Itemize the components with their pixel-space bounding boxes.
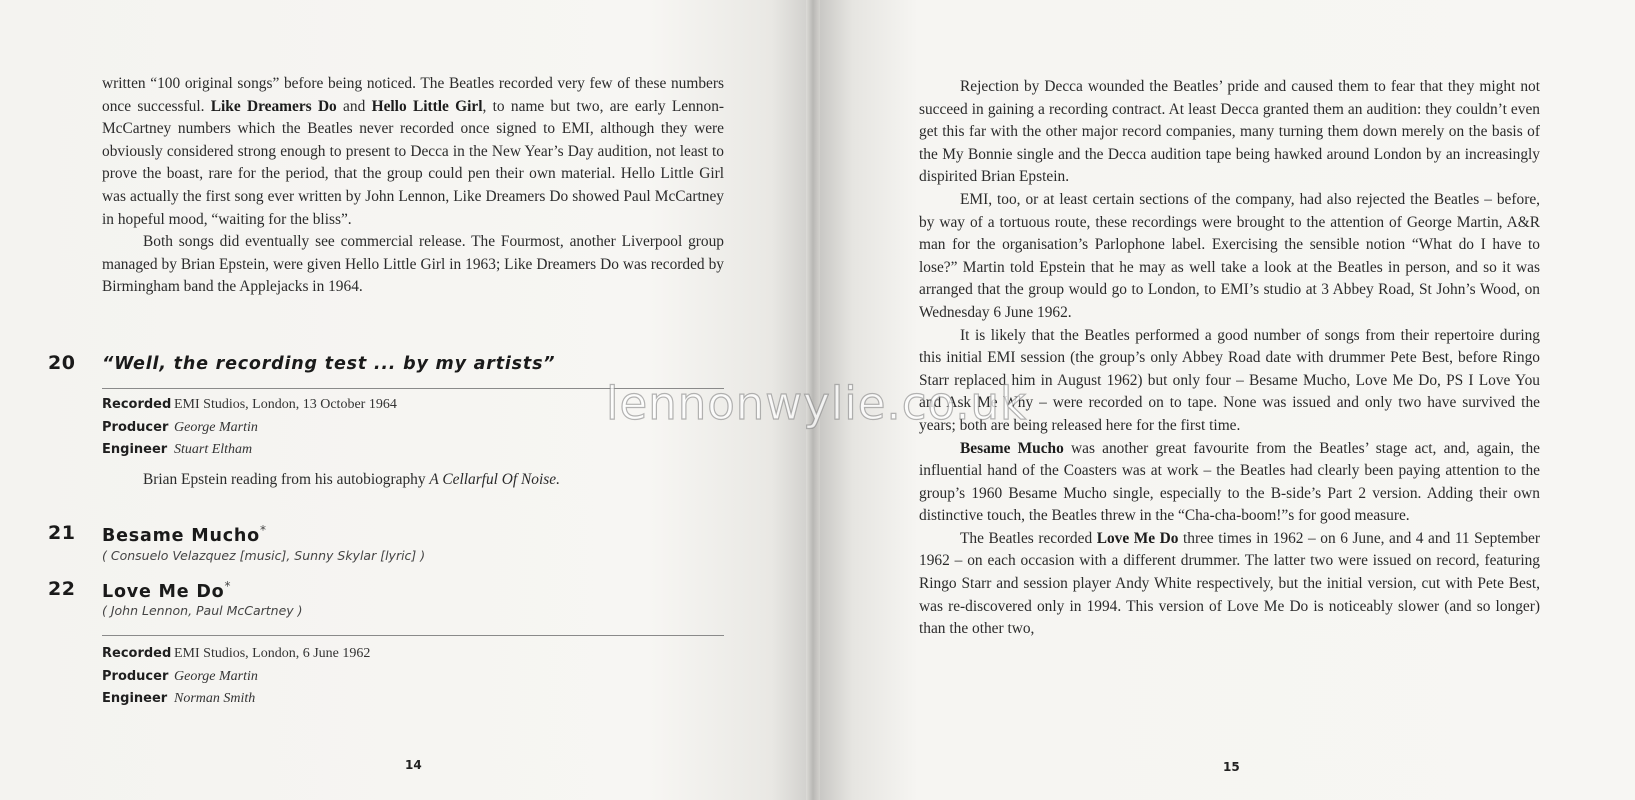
note-text: Brian Epstein reading from his autobiography — [143, 471, 430, 488]
engineer-value: Stuart Eltham — [174, 442, 253, 457]
engineer-label: Engineer — [102, 442, 168, 457]
page-number-left: 14 — [405, 758, 422, 772]
note-book-title: A Cellarful Of Noise. — [429, 471, 560, 488]
page-number-right: 15 — [1223, 760, 1240, 774]
track-20-title: “Well, the recording test ... by my artists” — [102, 354, 556, 374]
left-intro-text — [102, 73, 724, 299]
track-20-credits — [102, 394, 397, 462]
recorded-label: Recorded — [102, 646, 172, 661]
text-run: three times in 1962 – on 6 June, and 4 and 11 September 1962 – on each occasion with a different drummer. The latter two were issued on record, featuring Ringo Starr and session player Andy White respectively, but the initial version, cut with Pete Best, was re-discovered only in 1994. This version of Love Me Do is noticeably slower (and so longer) than the other two, — [919, 529, 1540, 638]
song-title-bold: Besame Mucho — [960, 439, 1064, 457]
track-21-asterisk: * — [259, 523, 267, 537]
right-body-text — [919, 76, 1540, 641]
paragraph — [919, 438, 1540, 528]
recorded-label: Recorded — [102, 397, 172, 412]
text-run: EMI, too, or at least certain sections of the company, had also rejected the Beatles – before, by way of a tortuous route, these recordings were brought to the attention of George Martin, A&R man for the organisation’s Parlophone label. Exercising the sensible notion “What do I have to lose?” Martin told Epstein that he may as well take a look at the Beatles in person, and so it was arranged that the group would go to London, to EMI’s studio at 3 Abbey Road, St John’s Wood, on Wednesday 6 June 1962. — [919, 190, 1540, 321]
track-22-number: 22 — [48, 578, 76, 600]
producer-label: Producer — [102, 668, 169, 684]
engineer-label: Engineer — [102, 691, 168, 706]
recorded-value: EMI Studios, London, 6 June 1962 — [174, 646, 371, 661]
song-title-bold: Like Dreamers Do — [210, 97, 337, 115]
track-22-asterisk: * — [224, 579, 232, 593]
recorded-value: EMI Studios, London, 13 October 1964 — [174, 397, 397, 412]
text-run: written “100 original songs” before being noticed. The Beatles recorded very few of these numbers once successful. — [102, 75, 724, 115]
track-21-title: Besame Mucho — [102, 525, 260, 546]
text-run: The Beatles recorded — [960, 529, 1097, 547]
text-run: It is likely that the Beatles performed a good number of songs from their repertoire during this initial EMI session (the group’s only Abbey Road date with drummer Pete Best, before Ringo Starr replaced him in August 1962) but only four – Besame Mucho, Love Me Do, PS I Love You and Ask Me Why – were recorded on to tape. None was issued and only two have survived the years; both are being released here for the first time. — [919, 326, 1540, 434]
producer-label: Producer — [102, 419, 169, 435]
text-run: was another great favourite from the Beatles’ stage act, and, again, the influential hand of the Coasters was at work – the Beatles had clearly been paying attention to the group’s 1960 Besame Mucho single, especially to the B-side’s Part 2 version. Adding their own distinctive touch, the Beatles threw in the “Cha-cha-boom!”s for good measure. — [919, 439, 1541, 525]
paragraph — [102, 73, 724, 231]
watermark: lennonwylie.co.uk — [606, 377, 1028, 430]
producer-value: George Martin — [174, 419, 258, 435]
track-22-credits — [102, 643, 370, 711]
paragraph — [919, 76, 1540, 189]
text-run: Both songs did eventually see commercial release. The Fourmost, another Liverpool group managed by Brian Epstein, were given Hello Little Girl in 1963; Like Dreamers Do was recorded by Birmingham band the Applejacks in 1964. — [102, 233, 724, 296]
track-20-note — [143, 471, 560, 489]
track-21-number: 21 — [48, 522, 76, 544]
track-21-credit: ( Consuelo Velazquez [music], Sunny Skylar [lyric] ) — [102, 548, 426, 563]
engineer-value: Norman Smith — [174, 691, 256, 706]
producer-value: George Martin — [174, 668, 258, 684]
text-run: Rejection by Decca wounded the Beatles’ pride and caused them to fear that they might not succeed in gaining a recording contract. At least Decca granted them an audition: they couldn’t even get this far with the other major record companies, many turning them down merely on the basis of the My Bonnie single and the Decca audition tape being hawked around London by an increasingly dispirited Brian Epstein. — [919, 78, 1540, 186]
track-20-number: 20 — [48, 352, 76, 374]
song-title-bold: Love Me Do — [1096, 529, 1179, 547]
paragraph — [102, 231, 724, 299]
text-run: , to name but two, are early Lennon-McCartney numbers which the Beatles never recorded once signed to EMI, although they were obviously considered strong enough to present to Decca in the New Year’s Day audition, not least to prove the boast, rare for the period, that the group could pen their own material. Hello Little Girl was actually the first song ever written by John Lennon, Like Dreamers Do showed Paul McCartney in hopeful mood, “waiting for the bliss”. — [102, 97, 725, 228]
song-title-bold: Hello Little Girl — [371, 97, 483, 115]
track-22-title: Love Me Do — [102, 581, 225, 602]
track-22-divider — [102, 635, 724, 636]
paragraph — [919, 528, 1540, 641]
text-run: and — [336, 97, 372, 115]
track-22-title-wrap — [102, 579, 231, 602]
paragraph — [919, 189, 1540, 325]
track-21-title-wrap — [102, 523, 267, 546]
track-22-credit: ( John Lennon, Paul McCartney ) — [102, 603, 303, 618]
